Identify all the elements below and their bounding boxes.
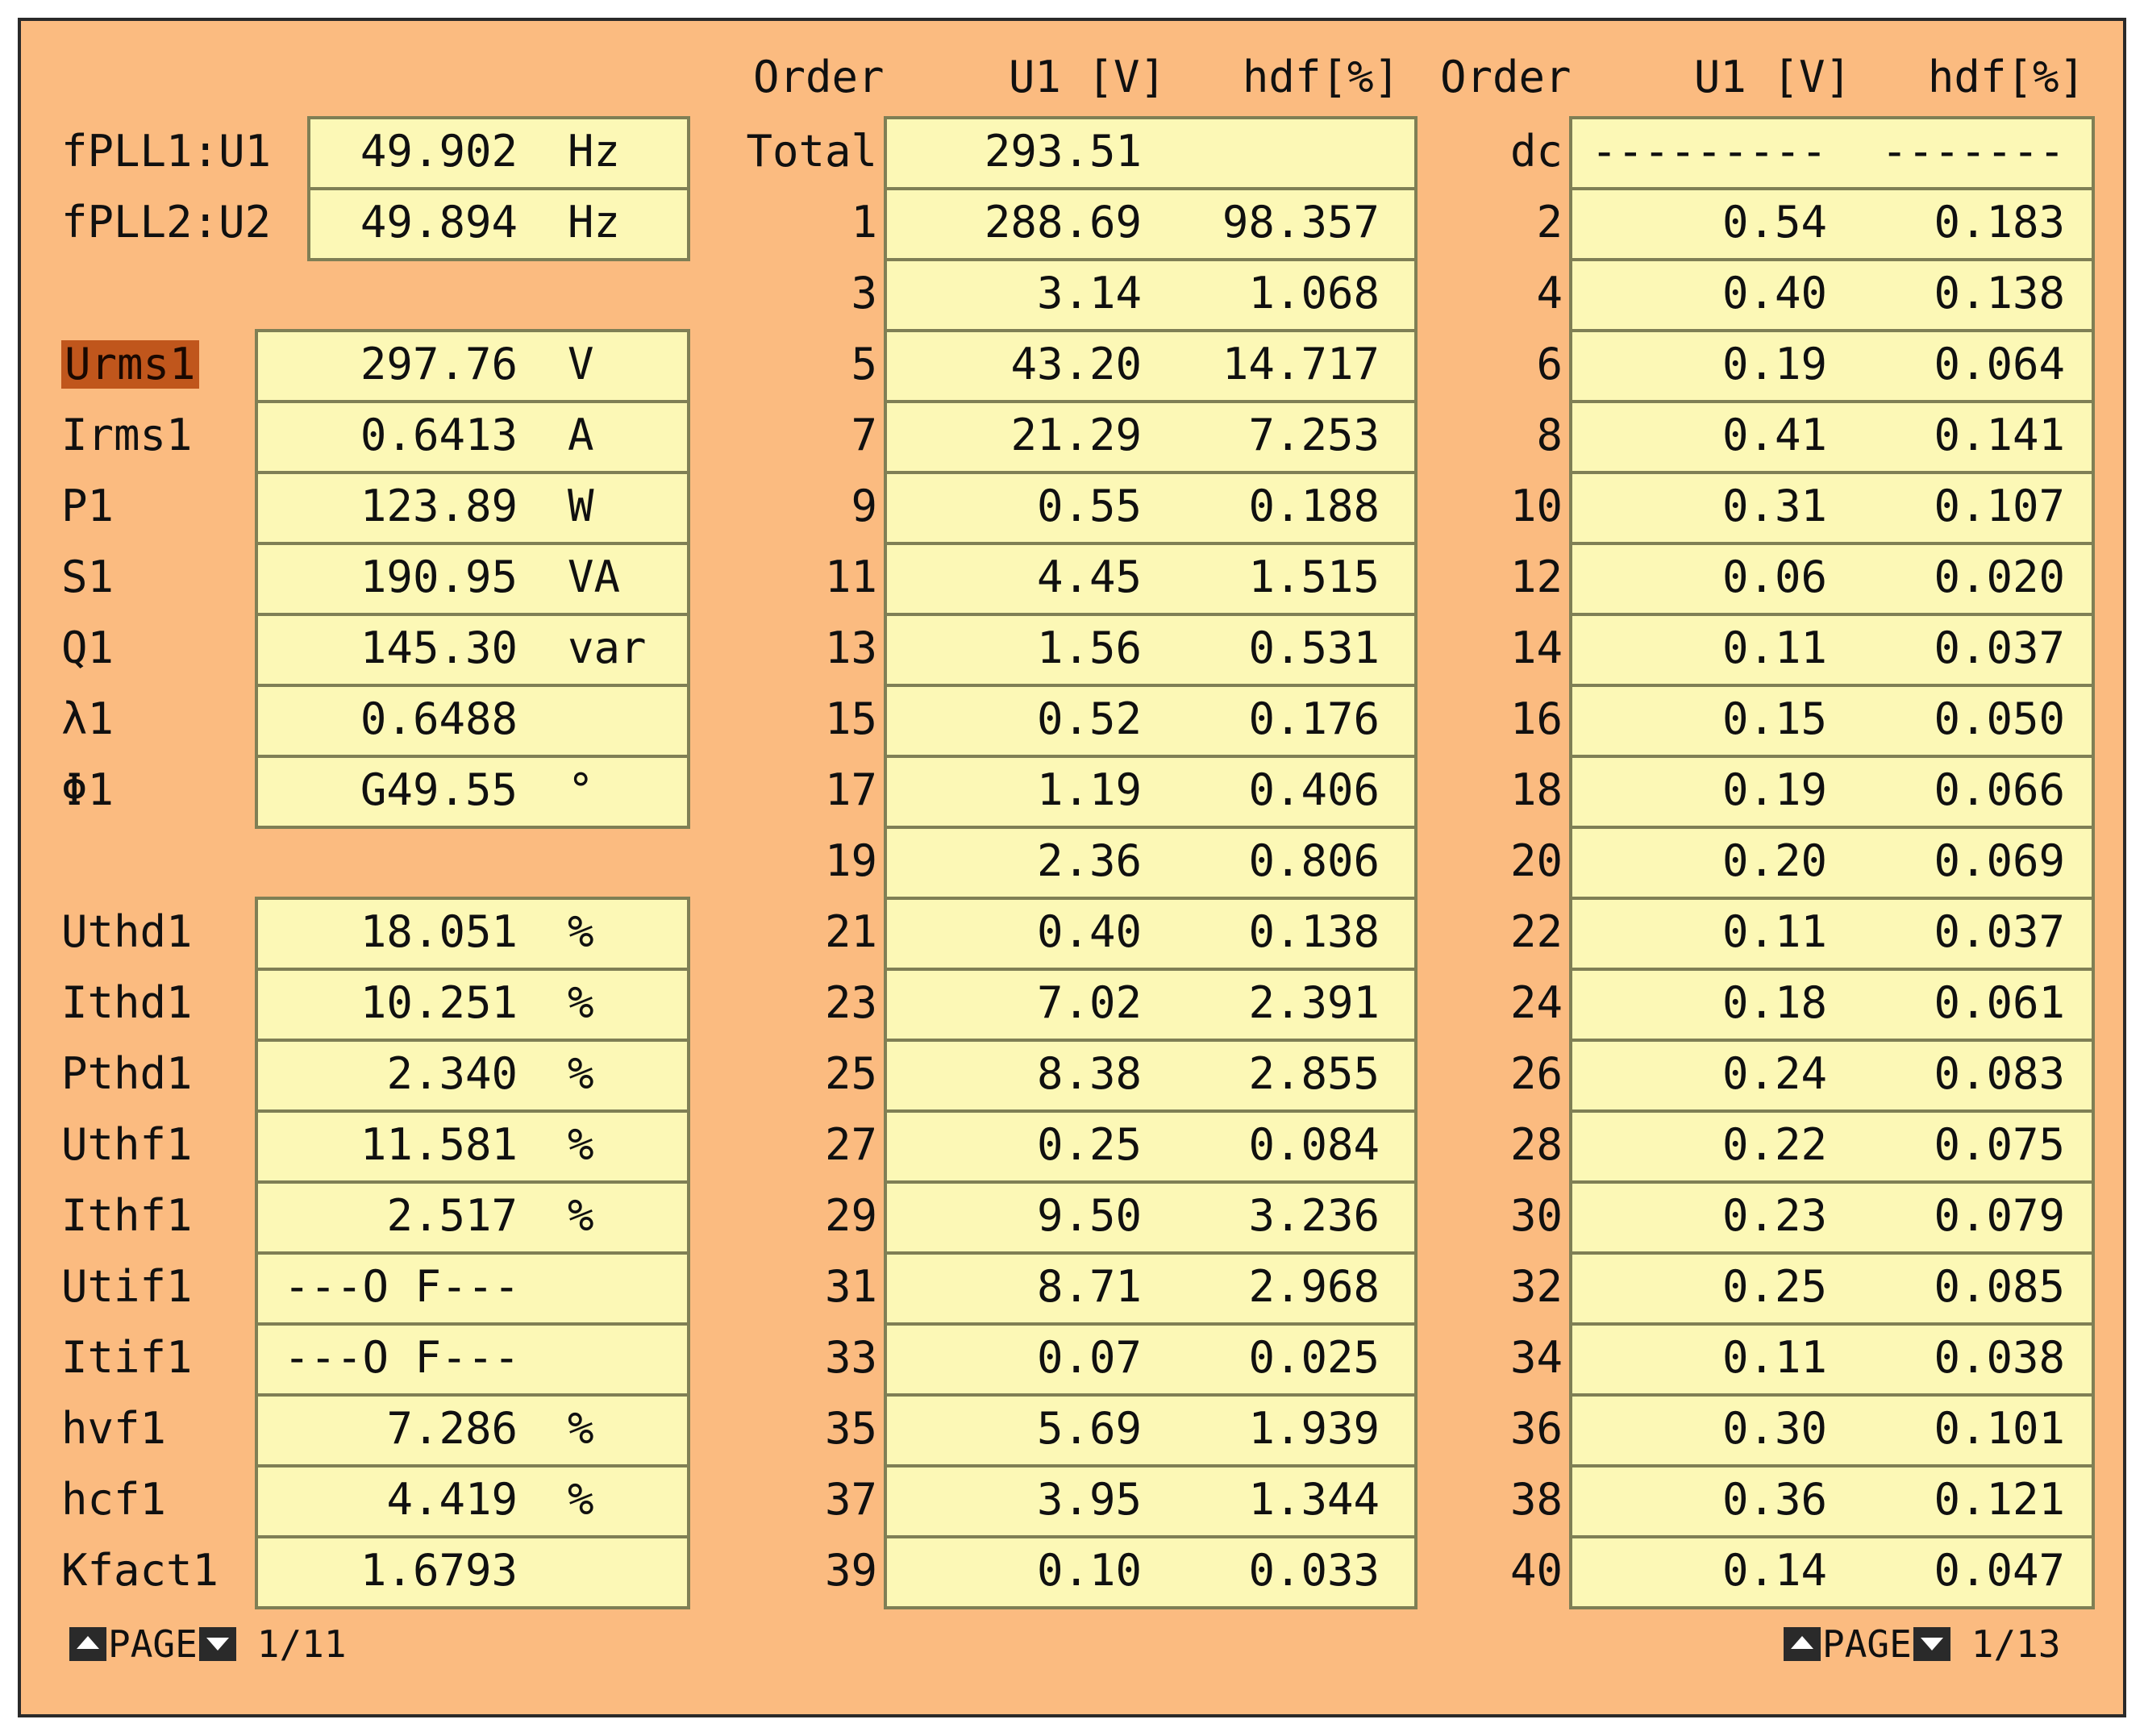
harm-even-order: 24 [1509, 977, 1563, 1028]
meas-divider [255, 755, 690, 758]
harm-odd-divider [884, 187, 1418, 190]
harm-odd-hdf-value: 1.068 [1248, 268, 1380, 318]
harm-even-order: 4 [1536, 268, 1563, 318]
freq-unit: Hz [568, 197, 621, 248]
harm-even-u1-value: 0.30 [1721, 1403, 1827, 1454]
harm-odd-u1-value: 293.51 [984, 126, 1142, 177]
harm-even-divider [1569, 755, 2095, 758]
dist-divider [255, 1322, 690, 1326]
harm-odd-divider [884, 1180, 1418, 1184]
page-indicator-right [1782, 1622, 2061, 1666]
header-u1-right: U1 [V] [1693, 52, 1851, 102]
harm-even-u1-value: 0.40 [1721, 268, 1827, 318]
dist-unit: % [568, 906, 594, 957]
page-up-icon[interactable] [1784, 1627, 1821, 1661]
harm-even-order: 6 [1536, 339, 1563, 389]
harm-odd-order: 9 [851, 481, 877, 531]
harm-even-u1-value: 0.11 [1721, 906, 1827, 957]
harm-even-divider [1569, 542, 2095, 545]
harm-odd-divider [884, 1393, 1418, 1397]
meas-divider [255, 684, 690, 687]
harm-even-order: 8 [1536, 410, 1563, 460]
harm-even-u1-value: 0.41 [1721, 410, 1827, 460]
harm-odd-divider [884, 968, 1418, 971]
meas-divider [255, 471, 690, 474]
header-order-right: Order [1440, 52, 1572, 102]
meas-label: S1 [61, 552, 114, 602]
dist-value: 2.340 [386, 1048, 518, 1099]
dist-divider [255, 1251, 690, 1255]
header-hdf-left: hdf[%] [1242, 52, 1400, 102]
harm-odd-u1-value: 1.19 [1036, 764, 1142, 815]
harm-odd-hdf-value: 0.084 [1248, 1119, 1380, 1170]
harm-even-u1-value: 0.20 [1721, 835, 1827, 886]
harm-odd-hdf-value: 3.236 [1248, 1190, 1380, 1241]
meas-value: 123.89 [360, 481, 518, 531]
harm-odd-u1-value: 0.52 [1036, 693, 1142, 744]
harm-even-u1-value: 0.11 [1721, 1332, 1827, 1383]
harm-odd-hdf-value: 14.717 [1222, 339, 1380, 389]
harm-even-order: 16 [1509, 693, 1563, 744]
dist-label: Ithf1 [61, 1190, 193, 1241]
dist-value: 10.251 [360, 977, 518, 1028]
page-indicator-left [68, 1622, 347, 1666]
harm-even-u1-value: 0.36 [1721, 1474, 1827, 1525]
harm-even-hdf-value: ------- [1881, 126, 2065, 177]
harm-odd-order: 25 [824, 1048, 877, 1099]
harm-odd-u1-value: 0.10 [1036, 1545, 1142, 1596]
harm-even-order: 14 [1509, 622, 1563, 673]
dist-unit: % [568, 1403, 594, 1454]
harm-odd-hdf-value: 0.176 [1248, 693, 1380, 744]
meas-unit: ° [568, 764, 594, 815]
harm-odd-u1-value: 8.71 [1036, 1261, 1142, 1312]
harm-odd-u1-value: 3.95 [1036, 1474, 1142, 1525]
dist-divider [255, 1535, 690, 1538]
meas-unit: V [568, 339, 594, 389]
harm-even-u1-value: 0.54 [1721, 197, 1827, 248]
harm-even-divider [1569, 187, 2095, 190]
harm-even-u1-value: 0.18 [1721, 977, 1827, 1028]
dist-divider [255, 1393, 690, 1397]
harm-even-order: 10 [1509, 481, 1563, 531]
harm-odd-hdf-value: 1.939 [1248, 1403, 1380, 1454]
harm-even-u1-value: 0.19 [1721, 339, 1827, 389]
meas-value: 145.30 [360, 622, 518, 673]
meas-label: λ1 [61, 693, 114, 744]
harm-odd-u1-value: 8.38 [1036, 1048, 1142, 1099]
dist-divider [255, 1180, 690, 1184]
harm-odd-order: 11 [824, 552, 877, 602]
harm-odd-divider [884, 1039, 1418, 1042]
meas-label: Φ1 [61, 764, 114, 815]
harm-odd-u1-value: 7.02 [1036, 977, 1142, 1028]
harm-even-order: 2 [1536, 197, 1563, 248]
harm-odd-divider [884, 826, 1418, 829]
harm-even-divider [1569, 684, 2095, 687]
freq-value: 49.894 [360, 197, 518, 248]
harm-even-divider [1569, 1393, 2095, 1397]
harm-even-hdf-value: 0.066 [1934, 764, 2065, 815]
harm-odd-divider [884, 1322, 1418, 1326]
dist-divider [255, 1464, 690, 1467]
freq-value: 49.902 [360, 126, 518, 177]
page-down-icon[interactable] [199, 1627, 236, 1661]
meas-value: 0.6413 [360, 410, 518, 460]
dist-label: Uthf1 [61, 1119, 193, 1170]
dist-unit: % [568, 1119, 594, 1170]
harm-even-hdf-value: 0.101 [1934, 1403, 2065, 1454]
harm-odd-order: 1 [851, 197, 877, 248]
harm-even-hdf-value: 0.141 [1934, 410, 2065, 460]
meas-unit: A [568, 410, 594, 460]
dist-divider [255, 1039, 690, 1042]
harm-even-u1-value: 0.24 [1721, 1048, 1827, 1099]
harm-even-hdf-value: 0.061 [1934, 977, 2065, 1028]
harm-even-hdf-value: 0.138 [1934, 268, 2065, 318]
meas-value: 0.6488 [360, 693, 518, 744]
harm-even-divider [1569, 1251, 2095, 1255]
harm-even-divider [1569, 1109, 2095, 1113]
harmonic-measurement-screen [18, 18, 2126, 1717]
freq-label: fPLL1:U1 [61, 126, 272, 177]
harm-even-divider [1569, 1180, 2095, 1184]
dist-unit: % [568, 977, 594, 1028]
dist-value: ---O F--- [284, 1332, 520, 1383]
dist-value: 7.286 [386, 1403, 518, 1454]
page-down-icon[interactable] [1913, 1627, 1950, 1661]
harm-odd-u1-value: 1.56 [1036, 622, 1142, 673]
harm-even-order: 36 [1509, 1403, 1563, 1454]
harm-odd-u1-value: 5.69 [1036, 1403, 1142, 1454]
page-label-right: PAGE [1822, 1622, 1912, 1666]
meas-value: 297.76 [360, 339, 518, 389]
harm-odd-u1-value: 0.55 [1036, 481, 1142, 531]
harm-even-divider [1569, 258, 2095, 261]
harm-odd-hdf-value: 0.406 [1248, 764, 1380, 815]
harm-odd-hdf-value: 98.357 [1222, 197, 1380, 248]
harm-odd-order: 7 [851, 410, 877, 460]
meas-divider [255, 542, 690, 545]
page-up-icon[interactable] [69, 1627, 106, 1661]
harm-even-hdf-value: 0.037 [1934, 622, 2065, 673]
harm-even-u1-value: 0.06 [1721, 552, 1827, 602]
harm-even-order: 22 [1509, 906, 1563, 957]
harm-odd-u1-value: 0.25 [1036, 1119, 1142, 1170]
harm-even-order: 32 [1509, 1261, 1563, 1312]
harm-odd-order: 3 [851, 268, 877, 318]
harm-odd-divider [884, 1535, 1418, 1538]
harm-even-hdf-value: 0.037 [1934, 906, 2065, 957]
harm-odd-u1-value: 21.29 [1010, 410, 1142, 460]
harm-even-u1-value: 0.31 [1721, 481, 1827, 531]
meas-label: Q1 [61, 622, 114, 673]
harm-odd-hdf-value: 0.188 [1248, 481, 1380, 531]
harm-even-divider [1569, 968, 2095, 971]
dist-label: hvf1 [61, 1403, 167, 1454]
harm-even-hdf-value: 0.107 [1934, 481, 2065, 531]
harm-odd-divider [884, 1464, 1418, 1467]
harm-even-divider [1569, 1535, 2095, 1538]
harm-even-hdf-value: 0.085 [1934, 1261, 2065, 1312]
harm-even-divider [1569, 1039, 2095, 1042]
dist-unit: % [568, 1048, 594, 1099]
harm-even-order: 26 [1509, 1048, 1563, 1099]
harm-even-order: 18 [1509, 764, 1563, 815]
harm-odd-u1-value: 0.40 [1036, 906, 1142, 957]
harm-even-order: 12 [1509, 552, 1563, 602]
harm-odd-hdf-value: 2.391 [1248, 977, 1380, 1028]
harm-odd-order: 13 [824, 622, 877, 673]
harm-odd-divider [884, 471, 1418, 474]
harm-odd-divider [884, 542, 1418, 545]
harm-odd-hdf-value: 1.515 [1248, 552, 1380, 602]
harm-odd-divider [884, 613, 1418, 616]
harm-even-divider [1569, 897, 2095, 900]
dist-value: 11.581 [360, 1119, 518, 1170]
harm-even-divider [1569, 329, 2095, 332]
harm-odd-divider [884, 1109, 1418, 1113]
harm-odd-u1-value: 3.14 [1036, 268, 1142, 318]
harm-even-hdf-value: 0.050 [1934, 693, 2065, 744]
dist-label: hcf1 [61, 1474, 167, 1525]
meas-label: P1 [61, 481, 114, 531]
harm-even-divider [1569, 1322, 2095, 1326]
harm-odd-u1-value: 288.69 [984, 197, 1142, 248]
dist-label: Pthd1 [61, 1048, 193, 1099]
harm-even-divider [1569, 471, 2095, 474]
freq-label: fPLL2:U2 [61, 197, 272, 248]
harm-odd-divider [884, 1251, 1418, 1255]
harm-even-u1-value: 0.11 [1721, 622, 1827, 673]
harm-even-order: 40 [1509, 1545, 1563, 1596]
harm-odd-hdf-value: 1.344 [1248, 1474, 1380, 1525]
freq-unit: Hz [568, 126, 621, 177]
header-u1-left: U1 [V] [1008, 52, 1166, 102]
harm-even-hdf-value: 0.020 [1934, 552, 2065, 602]
harm-odd-order: 29 [824, 1190, 877, 1241]
harm-odd-hdf-value: 0.806 [1248, 835, 1380, 886]
meas-label: Irms1 [61, 410, 193, 460]
harm-even-hdf-value: 0.079 [1934, 1190, 2065, 1241]
dist-label: Itif1 [61, 1332, 193, 1383]
harm-even-hdf-value: 0.121 [1934, 1474, 2065, 1525]
dist-value: 4.419 [386, 1474, 518, 1525]
meas-unit: VA [568, 552, 621, 602]
harm-odd-hdf-value: 2.855 [1248, 1048, 1380, 1099]
harm-odd-divider [884, 400, 1418, 403]
harm-odd-u1-value: 9.50 [1036, 1190, 1142, 1241]
dist-value: 1.6793 [360, 1545, 518, 1596]
harm-odd-u1-value: 2.36 [1036, 835, 1142, 886]
harm-even-u1-value: 0.19 [1721, 764, 1827, 815]
harm-even-hdf-value: 0.038 [1934, 1332, 2065, 1383]
harm-odd-u1-value: 0.07 [1036, 1332, 1142, 1383]
meas-unit: W [568, 481, 594, 531]
harm-even-order: 30 [1509, 1190, 1563, 1241]
harm-odd-u1-value: 4.45 [1036, 552, 1142, 602]
harm-odd-order: 33 [824, 1332, 877, 1383]
harm-even-divider [1569, 613, 2095, 616]
page-label-left: PAGE [108, 1622, 198, 1666]
harm-even-u1-value: 0.14 [1721, 1545, 1827, 1596]
meas-divider [255, 400, 690, 403]
page-number-left: 1/11 [256, 1622, 347, 1666]
harm-even-divider [1569, 400, 2095, 403]
dist-unit: % [568, 1190, 594, 1241]
meas-divider [255, 613, 690, 616]
harm-odd-divider [884, 258, 1418, 261]
harm-odd-order: 23 [824, 977, 877, 1028]
harm-odd-order: 35 [824, 1403, 877, 1454]
harm-even-hdf-value: 0.069 [1934, 835, 2065, 886]
dist-label: Kfact1 [61, 1545, 219, 1596]
dist-label: Utif1 [61, 1261, 193, 1312]
harm-even-divider [1569, 1464, 2095, 1467]
harm-odd-order: 19 [824, 835, 877, 886]
dist-label: Ithd1 [61, 977, 193, 1028]
harm-odd-order: 39 [824, 1545, 877, 1596]
dist-unit: % [568, 1474, 594, 1525]
header-order-left: Order [753, 52, 885, 102]
harm-odd-order: Total [746, 126, 877, 177]
harm-odd-u1-value: 43.20 [1010, 339, 1142, 389]
harm-even-hdf-value: 0.047 [1934, 1545, 2065, 1596]
harm-odd-divider [884, 684, 1418, 687]
harm-even-u1-value: 0.22 [1721, 1119, 1827, 1170]
harm-even-order: 34 [1509, 1332, 1563, 1383]
freq-divider [307, 187, 690, 190]
harm-odd-hdf-value: 2.968 [1248, 1261, 1380, 1312]
harm-odd-order: 27 [824, 1119, 877, 1170]
meas-unit: var [568, 622, 647, 673]
harm-odd-hdf-value: 7.253 [1248, 410, 1380, 460]
harm-odd-hdf-value: 0.138 [1248, 906, 1380, 957]
dist-divider [255, 968, 690, 971]
harm-odd-divider [884, 897, 1418, 900]
harm-even-u1-value: 0.15 [1721, 693, 1827, 744]
harm-odd-divider [884, 755, 1418, 758]
harm-odd-order: 31 [824, 1261, 877, 1312]
meas-label: Urms1 [61, 340, 199, 389]
harm-odd-order: 21 [824, 906, 877, 957]
harm-even-u1-value: 0.25 [1721, 1261, 1827, 1312]
harm-even-u1-value: --------- [1591, 126, 1827, 177]
harm-even-hdf-value: 0.064 [1934, 339, 2065, 389]
harm-odd-order: 17 [824, 764, 877, 815]
harm-odd-divider [884, 329, 1418, 332]
harm-even-order: dc [1509, 126, 1563, 177]
harm-even-order: 38 [1509, 1474, 1563, 1525]
harm-even-divider [1569, 826, 2095, 829]
meas-value: G49.55 [360, 764, 518, 815]
page-number-right: 1/13 [1971, 1622, 2061, 1666]
dist-value: 2.517 [386, 1190, 518, 1241]
harm-odd-hdf-value: 0.033 [1248, 1545, 1380, 1596]
dist-divider [255, 1109, 690, 1113]
harm-even-hdf-value: 0.075 [1934, 1119, 2065, 1170]
harm-even-order: 20 [1509, 835, 1563, 886]
harm-odd-hdf-value: 0.025 [1248, 1332, 1380, 1383]
dist-value: 18.051 [360, 906, 518, 957]
harm-even-hdf-value: 0.083 [1934, 1048, 2065, 1099]
harm-odd-order: 5 [851, 339, 877, 389]
harm-even-hdf-value: 0.183 [1934, 197, 2065, 248]
harm-odd-hdf-value: 0.531 [1248, 622, 1380, 673]
dist-value: ---O F--- [284, 1261, 520, 1312]
dist-label: Uthd1 [61, 906, 193, 957]
harm-even-order: 28 [1509, 1119, 1563, 1170]
header-hdf-right: hdf[%] [1927, 52, 2085, 102]
meas-value: 190.95 [360, 552, 518, 602]
harm-odd-order: 15 [824, 693, 877, 744]
harm-odd-order: 37 [824, 1474, 877, 1525]
harm-even-u1-value: 0.23 [1721, 1190, 1827, 1241]
